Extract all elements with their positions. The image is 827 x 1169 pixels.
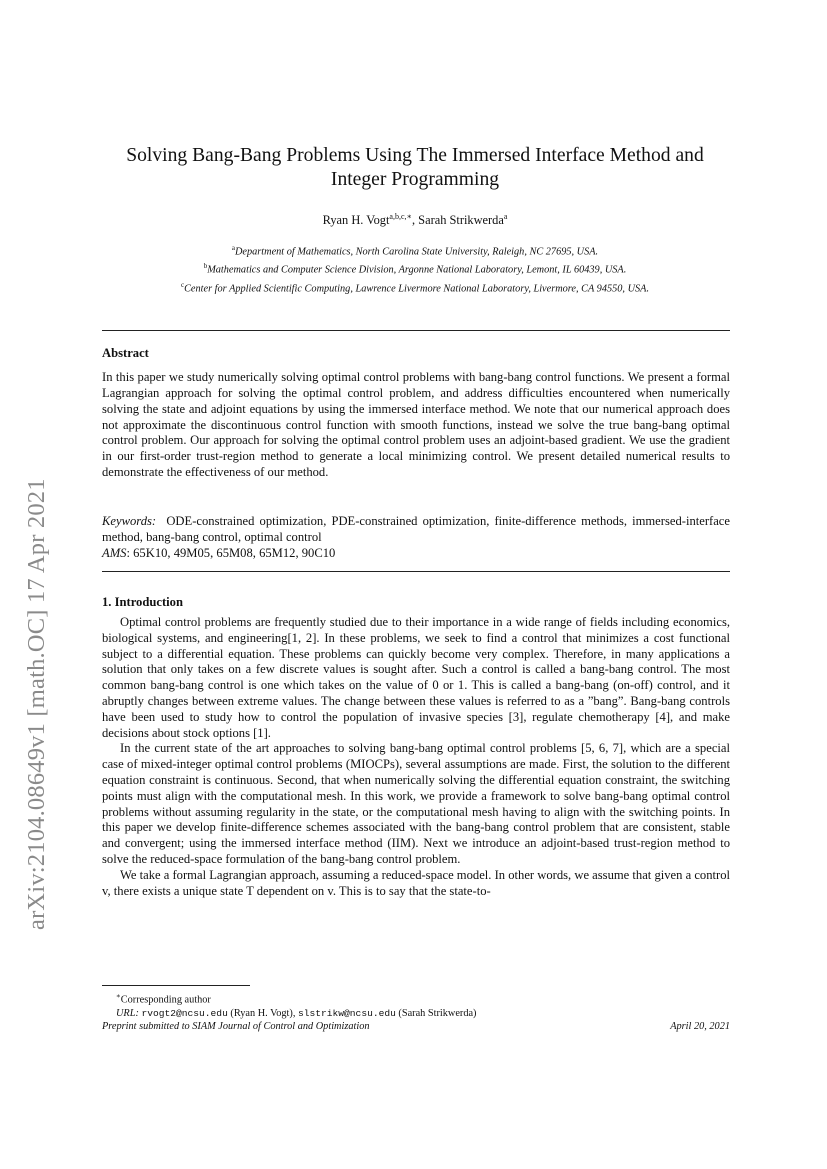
footnote-mark: ∗ xyxy=(116,992,121,1000)
author-1-marks: a,b,c,∗ xyxy=(389,212,412,221)
email-link-1[interactable]: rvogt2@ncsu.edu xyxy=(141,1008,228,1020)
title-line-1: Solving Bang-Bang Problems Using The Immersed Interface Method and xyxy=(126,145,704,166)
footer-date: April 20, 2021 xyxy=(670,1021,730,1032)
paragraph: In the current state of the art approaches to solving bang-bang optimal control problems [5, 6, 7], which are a special case of mixed-integer optimal control problems (MIOCPs), several assumptions are made. First, the solution to the different equation constraint is continuous. Second, that when numerically solving the differential equation constraint, the switching points must align with the computational mesh. In this work, we provide a framework to solve bang-bang optimal control problems without assuming regularity in the state, or the computational mesh having to align with the switching points. In this paper we develop finite-difference schemes associated with the bang-bang control problem that are consistent, stable and convergent; using the immersed interface method (IIM). Next we introduce an adjoint-based trust-region method to solve the reduced-space formulation of the bang-bang control problem. xyxy=(102,741,730,866)
affiliation-c-mark: c xyxy=(180,280,185,289)
url-label: URL: xyxy=(116,1008,139,1020)
ams-codes xyxy=(102,546,335,561)
page-footer xyxy=(102,1021,730,1032)
abstract-top-rule xyxy=(102,330,730,331)
paragraph: Optimal control problems are frequently studied due to their importance in a wide range of fields including economics, biological systems, and engineering[1, 2]. In these problems, we seek to find a control that minimizes a cost functional subject to a differential equation. These problems can quickly become very complex. Therefore, in many applications a solution that only takes on a few discrete values is sought after. Such a control is called a bang-bang control. The most common bang-bang control is one which takes on the value of 0 or 1. This is called a bang-bang (on-off) control, and it abruptly changes between extreme values. The change between these values is referred to as a ”bang”. Bang-bang controls have been used to study how to control the population of invasive species [3], regulate chemotherapy [4], and make decisions about stock options [1]. xyxy=(102,615,730,740)
keywords xyxy=(102,514,730,546)
ams-text: : 65K10, 49M05, 65M08, 65M12, 90C10 xyxy=(126,546,336,560)
corresponding-author-text: Corresponding author xyxy=(120,994,211,1006)
author-separator: , xyxy=(411,213,419,228)
introduction-body xyxy=(102,615,730,899)
affiliation-c-text: Center for Applied Scientific Computing, Lawrence Livermore National Laboratory, Livermore, CA 94550, USA. xyxy=(184,283,650,295)
keywords-text: ODE-constrained optimization, PDE-constrained optimization, finite-difference methods, immersed-interface method, bang-bang control, optimal control xyxy=(102,514,730,544)
affiliation-a xyxy=(100,241,730,259)
footnote-rule xyxy=(102,985,250,986)
abstract-heading: Abstract xyxy=(102,346,149,360)
affiliation-b xyxy=(100,259,730,277)
abstract-bottom-rule xyxy=(102,571,730,572)
affiliation-b-text: Mathematics and Computer Science Division, Argonne National Laboratory, Lemont, IL 60439, USA. xyxy=(207,264,627,276)
author-2-name: Sarah Strikwerda xyxy=(418,213,504,228)
corresponding-author-note xyxy=(102,989,730,1007)
paper-title xyxy=(100,144,730,192)
affiliation-b-mark: b xyxy=(203,262,208,271)
section-heading-introduction: 1. Introduction xyxy=(102,595,183,609)
affiliation-c xyxy=(100,278,730,296)
email-note xyxy=(102,1007,730,1021)
keywords-label: Keywords: xyxy=(102,514,157,528)
ams-label: AMS xyxy=(102,546,127,560)
email-2-owner: (Sarah Strikwerda) xyxy=(395,1008,477,1020)
footnotes xyxy=(102,989,730,1021)
paragraph: We take a formal Lagrangian approach, assuming a reduced-space model. In other words, we assume that given a control v, there exists a unique state T dependent on v. This is to say that the state-to- xyxy=(102,867,730,898)
email-link-2[interactable]: slstrikw@ncsu.edu xyxy=(297,1008,396,1020)
footer-submission: Preprint submitted to SIAM Journal of Control and Optimization xyxy=(102,1021,370,1032)
author-1-name: Ryan H. Vogt xyxy=(322,213,390,228)
affiliations xyxy=(100,241,730,296)
email-1-owner: (Ryan H. Vogt), xyxy=(227,1008,298,1020)
affiliation-a-text: Department of Mathematics, North Carolina State University, Raleigh, NC 27695, USA. xyxy=(234,246,599,258)
abstract-text: In this paper we study numerically solving optimal control problems with bang-bang control functions. We present a formal Lagrangian approach for solving the optimal control problem, and address difficulties encountered when numerically solving the state and adjoint equations by using the immersed interface method. We note that our numerical approach does not approximate the discontinuous control function with smooth functions, instead we solve the true bang-bang optimal control problem. Our approach for solving the optimal control problem uses an adjoint-based gradient. We use the gradient in our first-order trust-region method to generate a local minimizing control. We present detailed numerical results to demonstrate the effectiveness of our method. xyxy=(102,370,730,480)
author-2-marks: a xyxy=(503,212,508,221)
affiliation-a-mark: a xyxy=(231,244,235,252)
title-line-2: Integer Programming xyxy=(330,169,500,190)
arxiv-identifier: arXiv:2104.08649v1 [math.OC] 17 Apr 2021 xyxy=(23,478,50,930)
author-list xyxy=(100,212,730,228)
